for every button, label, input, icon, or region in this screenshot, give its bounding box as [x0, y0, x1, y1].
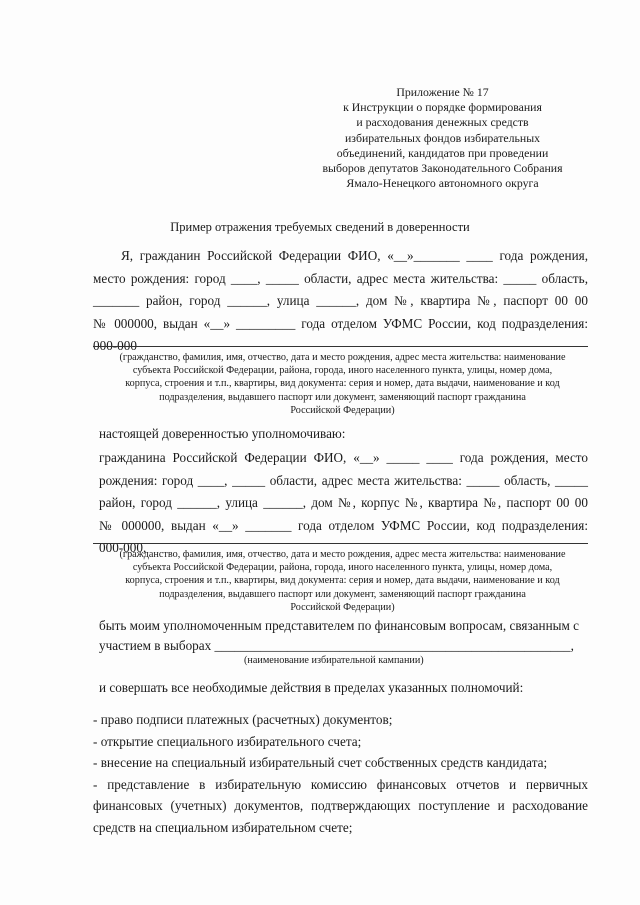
- agent-line: 000-000,: [99, 540, 147, 555]
- principal-line: № 000000, выдан «__» _________ года отделом УФМС России, код подразделения:: [93, 315, 588, 331]
- note-line: (гражданство, фамилия, имя, отчество, дата и место рождения, адрес места жительства: наименование: [119, 352, 566, 363]
- representative-paragraph: [99, 616, 579, 656]
- appendix-line: Приложение № 17: [396, 85, 489, 99]
- list-item: - представление в избирательную комиссию финансовых отчетов и первичных: [93, 776, 588, 792]
- actions-intro: и совершать все необходимые действия в пределах указанных полномочий:: [99, 680, 524, 695]
- list-item: средств на специальном избирательном счете;: [93, 819, 353, 835]
- appendix-line: выборов депутатов Законодательного Собрания: [322, 161, 563, 176]
- list-item: - открытие специального избирательного счета;: [93, 733, 362, 749]
- appendix-line: избирательных фондов избирательных: [344, 130, 541, 145]
- note-line: (гражданство, фамилия, имя, отчество, дата и место рождения, адрес места жительства: наименование: [119, 549, 566, 560]
- list-item: финансовых (учетных) документов, подтверждающих поступление и расходование: [93, 798, 588, 813]
- note-line: субъекта Российской Федерации, района, города, иного населенного пункта, улицы, номер дома,: [132, 562, 553, 574]
- list-item: - внесение на специальный избирательный счет собственных средств кандидата;: [93, 755, 548, 770]
- document-title: Пример отражения требуемых сведений в доверенности: [170, 220, 470, 234]
- principal-line: место рождения: город ____, _____ области, адрес места жительства: _____ область,: [93, 270, 588, 286]
- agent-line: № 000000, выдан «__» _______ года отделом УФМС России, код подразделения:: [99, 517, 588, 533]
- appendix-line: Ямало-Ненецкого автономного округа: [346, 176, 539, 191]
- note-line: корпуса, строения и т.п., квартиры, вид документа: серия и номер, дата выдачи, наименование и код: [125, 378, 560, 390]
- note-line: Российской Федерации): [290, 601, 395, 613]
- authorize-line: настоящей доверенностью уполномочиваю:: [99, 426, 346, 441]
- representative-line: быть моим уполномоченным представителем по финансовым вопросам, связанным с: [99, 618, 579, 633]
- agent-note: [100, 548, 585, 614]
- principal-line: _______ район, город ______, улица ______, дом №, квартира №, паспорт 00 00: [93, 293, 588, 308]
- agent-underline: [93, 543, 588, 544]
- agent-line: рождения: город ____, _____ области, адрес места жительства: _____ область, _____: [99, 472, 588, 488]
- appendix-line: объединений, кандидатов при проведении: [336, 145, 549, 160]
- representative-line: участием в выборах ______________________________________________________,: [99, 638, 574, 653]
- rights-list: [93, 709, 588, 838]
- principal-paragraph: [93, 245, 588, 358]
- principal-underline: [93, 346, 588, 347]
- principal-line: Я, гражданин Российской Федерации ФИО, «__»_______ ____ года рождения,: [121, 248, 588, 263]
- principal-note: [100, 351, 585, 417]
- agent-line: район, город ______, улица ______, дом №, корпус №, квартира №, паспорт 00 00: [99, 495, 588, 510]
- principal-line: 000-000: [93, 338, 137, 353]
- note-line: подразделения, выдавшего паспорт или документ, заменяющий паспорт гражданина: [159, 391, 526, 403]
- appendix-line: и расходования денежных средств: [356, 115, 529, 130]
- list-item: - право подписи платежных (расчетных) документов;: [93, 712, 393, 727]
- agent-line: гражданина Российской Федерации ФИО, «__» _____ ____ года рождения, место: [99, 450, 588, 465]
- appendix-header: [300, 85, 585, 191]
- note-line: корпуса, строения и т.п., квартиры, вид документа: серия и номер, дата выдачи, наименование и код: [125, 575, 560, 587]
- campaign-note: (наименование избирательной кампании): [244, 655, 424, 666]
- note-line: Российской Федерации): [290, 404, 395, 416]
- note-line: субъекта Российской Федерации, района, города, иного населенного пункта, улицы, номер дома,: [132, 365, 553, 377]
- appendix-line: к Инструкции о порядке формирования: [343, 100, 542, 115]
- note-line: подразделения, выдавшего паспорт или документ, заменяющий паспорт гражданина: [159, 588, 526, 600]
